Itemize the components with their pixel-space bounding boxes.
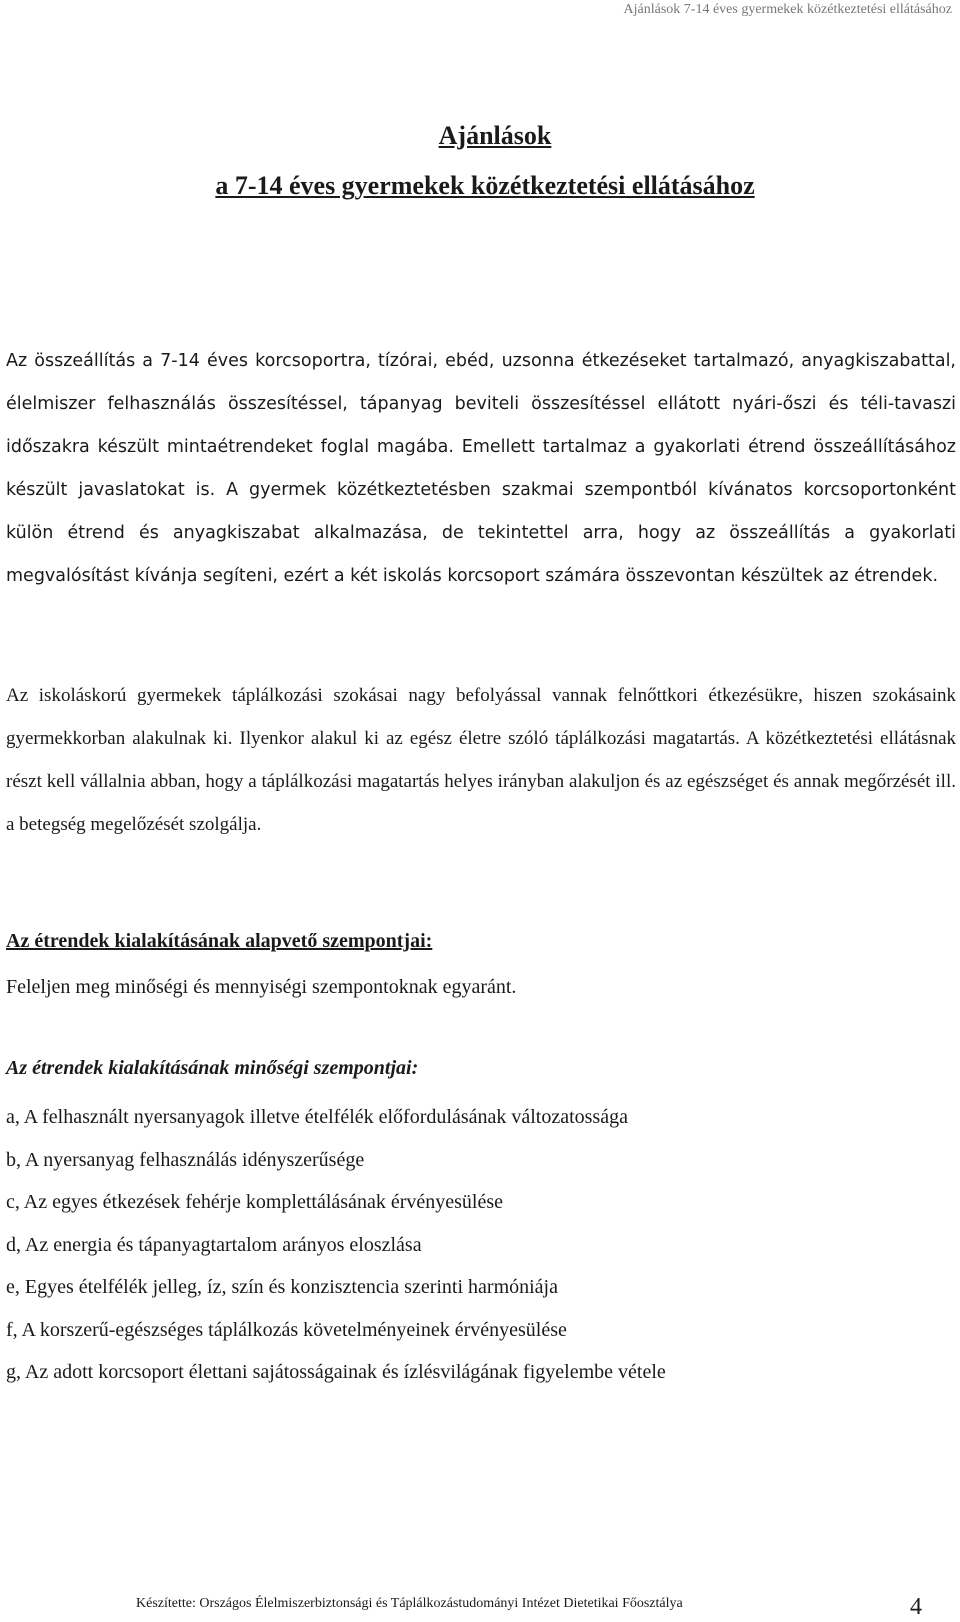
intro-paragraph: Az összeállítás a 7-14 éves korcsoportra, tízórai, ebéd, uzsonna étkezéseket tartalmazó, anyagkiszabattal, élelmiszer felhasználás összesítéssel, tápanyag beviteli összesítéssel ellátott nyári-őszi és téli-tavaszi időszakra készült mintaétrendeket foglal magába. Emellett tartalmaz a gyakorlati étrend összeállításához készült javaslatokat is. A gyermek közétkeztetésben szakmai szempontból kívánatos korcsoportonként külön étrend és anyagkiszabat alkalmazása, de tekintettel arra, hogy az összeállítás a gyakorlati megvalósítást kívánja segíteni, ezért a két iskolás korcsoport számára összevontan készültek az étrendek.: [6, 351, 956, 586]
criteria-item-d: d, Az energia és tápanyagtartalom arányos eloszlása: [6, 1233, 422, 1256]
criteria-item-a: a, A felhasznált nyersanyagok illetve ételfélék előfordulásának változatossága: [6, 1106, 628, 1128]
section-statement: Feleljen meg minőségi és mennyiségi szempontoknak egyaránt.: [6, 976, 517, 998]
section-heading: Az étrendek kialakításának alapvető szempontjai:: [6, 930, 433, 952]
title-block: [0, 116, 960, 206]
criteria-item-b: b, A nyersanyag felhasználás idényszerűsége: [6, 1148, 365, 1171]
footer-credit: Készítette: Országos Élelmiszerbiztonsági és Táplálkozástudományi Intézet Dietetikai Főosztálya: [136, 1596, 683, 1611]
second-paragraph: Az iskoláskorú gyermekek táplálkozási szokásai nagy befolyással vannak felnőttkori étkezésükre, hiszen szokásaink gyermekkorban alakulnak ki. Ilyenkor alakul ki az egész életre szóló táplálkozási magatartás. A közétkeztetési ellátásnak részt kell vállalnia abban, hogy a táplálkozási magatartás helyes irányban alakuljon és az egészséget és annak megőrzését ill. a betegség megelőzését szolgálja.: [6, 685, 956, 835]
running-header: Ajánlások 7-14 éves gyermekek közétkeztetési ellátásához: [623, 2, 952, 17]
document-subtitle: a 7-14 éves gyermekek közétkeztetési ellátásához: [215, 171, 755, 200]
criteria-item-e: e, Egyes ételfélék jelleg, íz, szín és konzisztencia szerinti harmóniája: [6, 1276, 558, 1298]
criteria-subheading: Az étrendek kialakításának minőségi szempontjai:: [6, 1057, 419, 1079]
criteria-item-g: g, Az adott korcsoport élettani sajátosságainak és ízlésvilágának figyelembe vétele: [6, 1361, 666, 1383]
document-title: Ajánlások: [438, 121, 552, 150]
page-number: 4: [910, 1594, 922, 1620]
criteria-list: [6, 1096, 666, 1394]
criteria-item-c: c, Az egyes étkezések fehérje komplettálásának érvényesülése: [6, 1191, 503, 1213]
criteria-item-f: f, A korszerű-egészséges táplálkozás követelményeinek érvényesülése: [6, 1318, 567, 1341]
